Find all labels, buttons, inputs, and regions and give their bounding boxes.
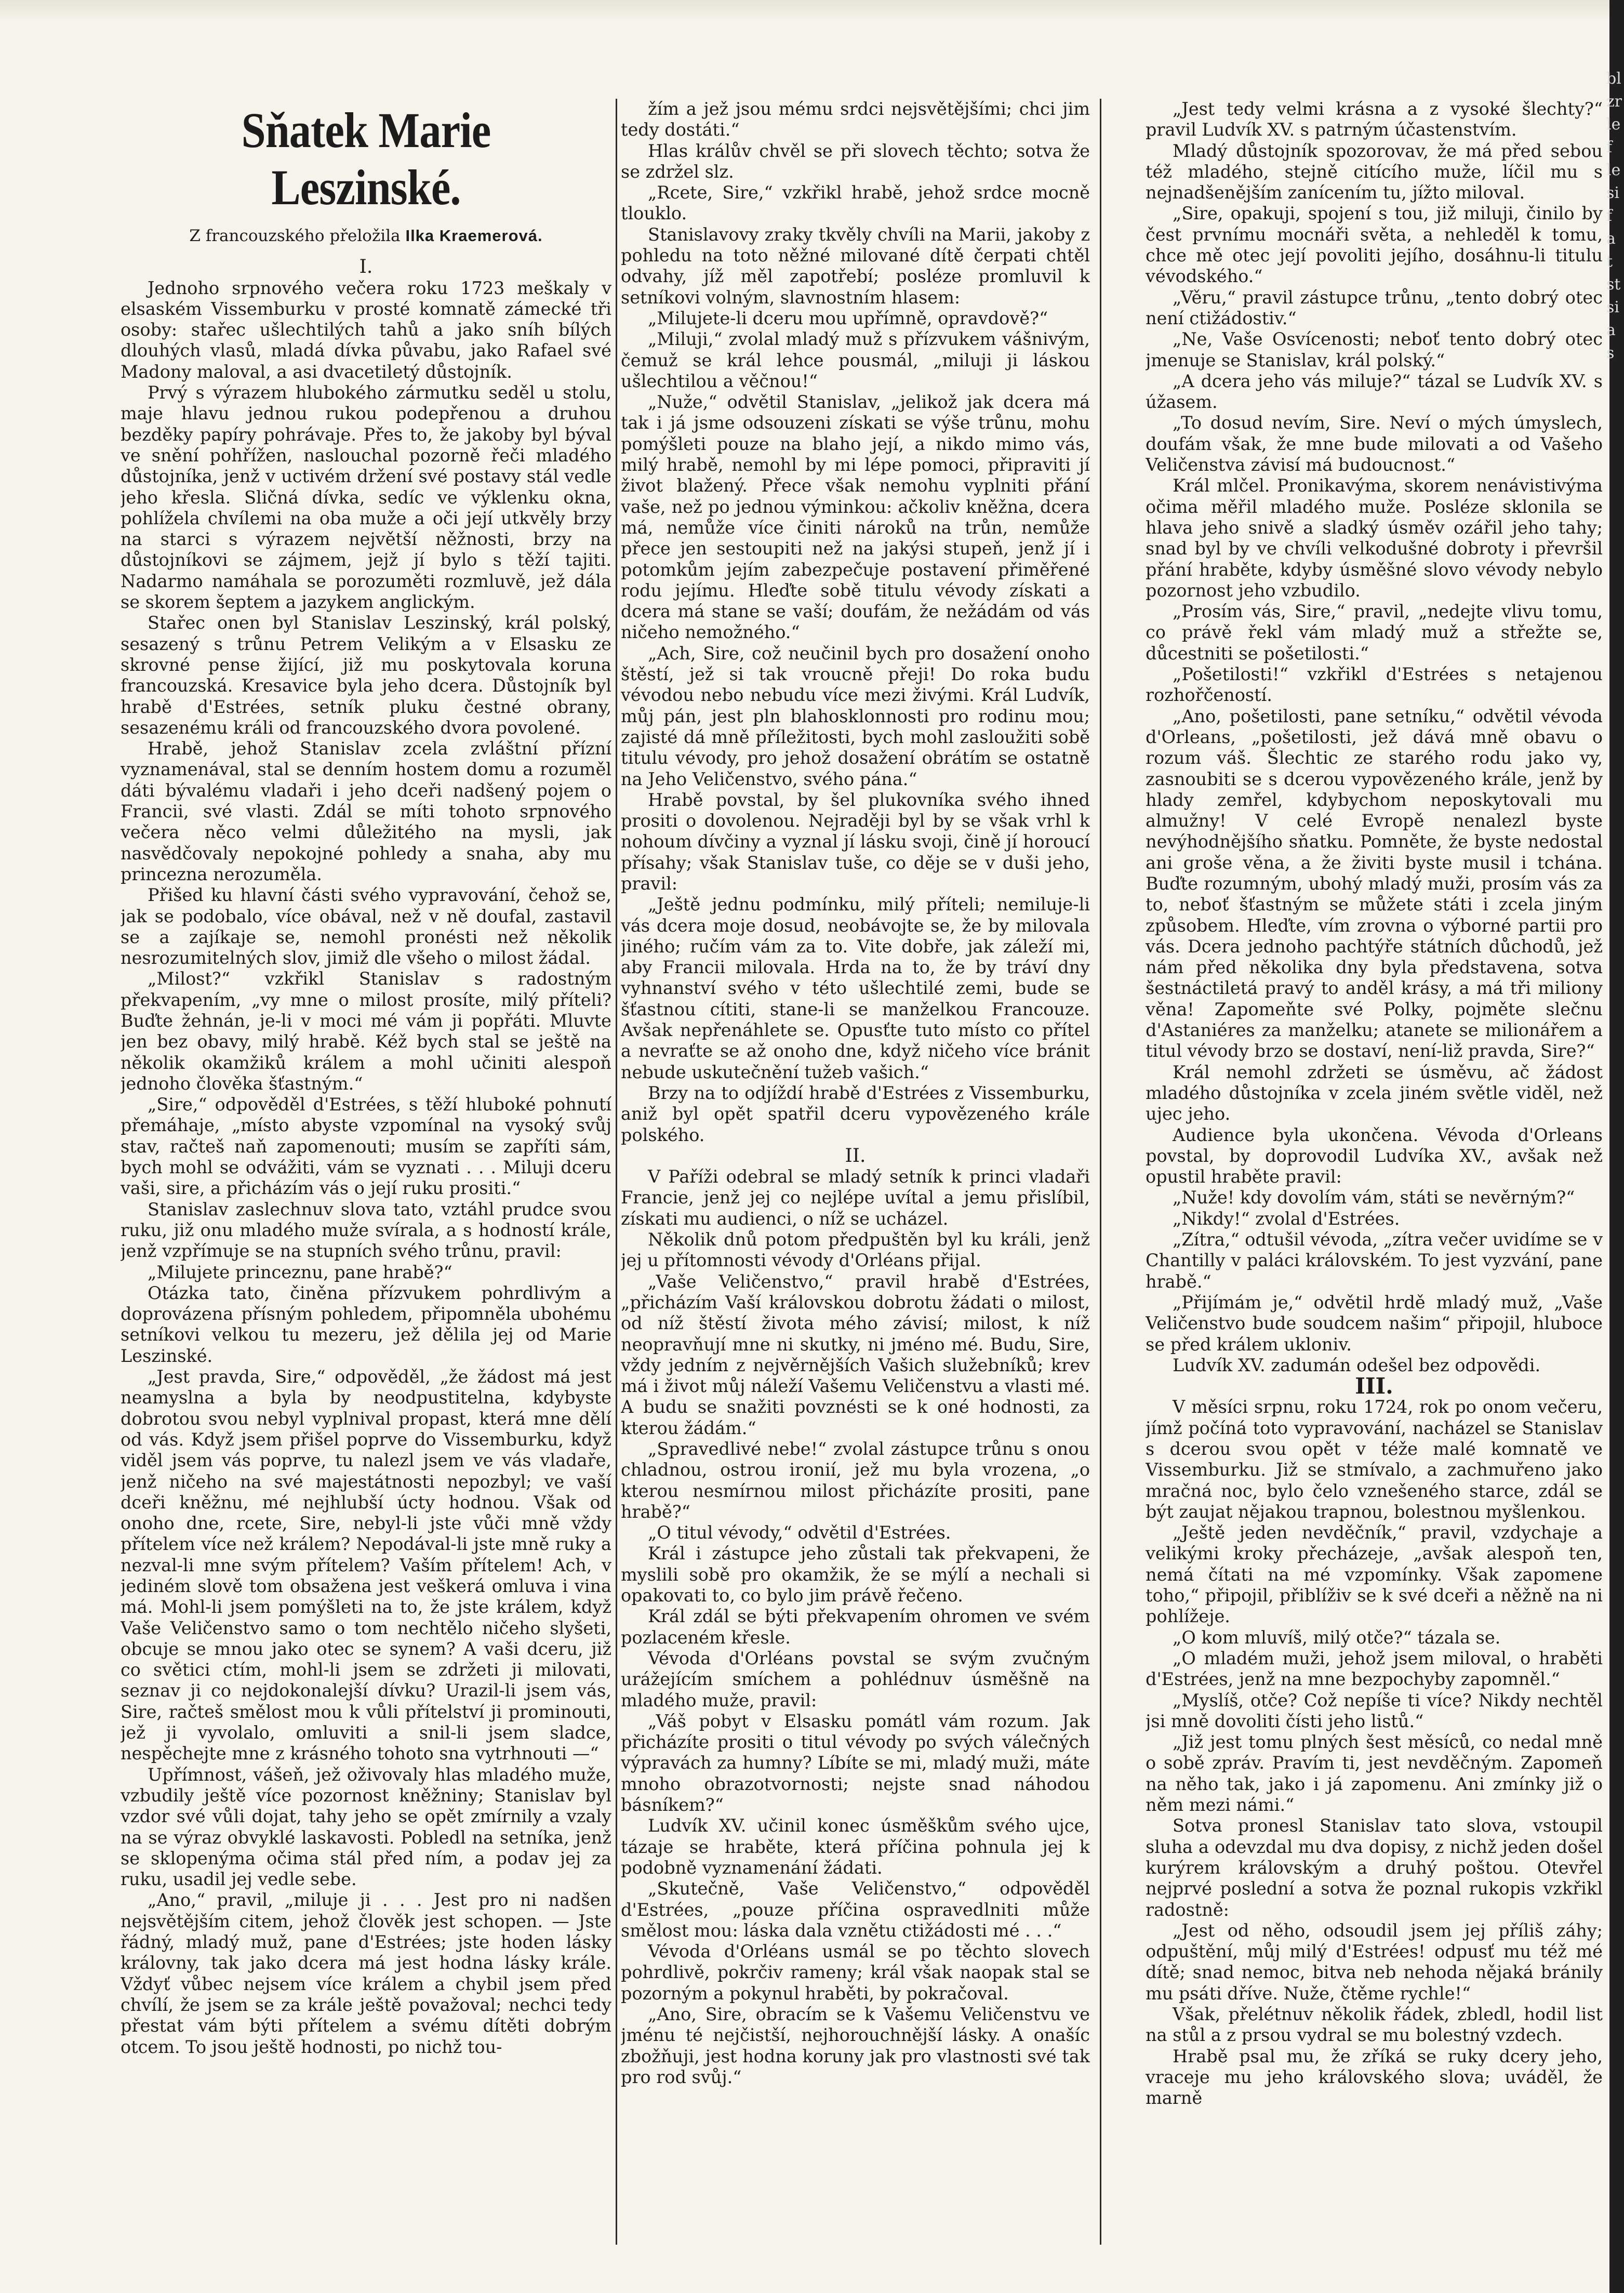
article-title: Sňatek Marie Leszinské. [241, 102, 491, 215]
paragraph: V měsíci srpnu, roku 1724, rok po onom večeru, jímž počíná toto vypravování, nacházel se Stanislav s dcerou svou opět v téže malé komnatě ve Vissemburku. Již se stmívalo, a zachmuřeno jako mračná noc, bylo čelo vznešeného starce, zdál se být zaujat nějakou trapnou, bolestnou myšlenkou. [1146, 1397, 1603, 1522]
column-2 [621, 99, 1090, 2250]
paragraph: Král zdál se býti překvapením ohromen ve svém pozlaceném křesle. [621, 1606, 1090, 1648]
paragraph: „Zítra,“ odtušil vévoda, „zítra večer uvidíme se v Chantilly v paláci královském. To jest vyzvání, pane hrabě.“ [1146, 1229, 1603, 1292]
paragraph: „Ještě jednu podmínku, milý příteli; nemiluje-li vás dcera moje dosud, neobávojte se, že by milovala jiného; ručím vám za to. Vite dobře, jak záleží mi, aby Francii milovala. Hrda na to, že by tráví dny vyhnanství svého v této ušlechtilé zemi, bude se šťastnou cítiti, stane-li se manželkou Francouze. Avšak nepřenáhlete se. Opusťte tuto místo co přítel a nevraťte se až onoho dne, když ničeho více bránit nebude uskutečnění tužeb vašich.“ [621, 894, 1090, 1082]
paragraph: Stařec onen byl Stanislav Leszinský, král polský, sesazený s trůnu Petrem Velikým a v Elsasku ze skrovné pense žijící, již mu poskytovala koruna francouzská. Kresavice byla jeho dcera. Důstojník byl hrabě d'Estrées, setník pluku čestné obrany, sesazenému králi od francouzského dvora povolené. [121, 613, 611, 738]
paragraph: „Ano, Sire, obracím se k Vašemu Veličenstvu ve jménu té nejčistší, nejhorouchnější lásky. A onašíc zbožňuji, jest hodna koruny jak pro vlastnosti své tak pro rod svůj.“ [621, 2004, 1090, 2087]
paragraph: Sotva pronesl Stanislav tato slova, vstoupil sluha a odevzdal mu dva dopisy, z nichž jeden došel kurýrem královským a druhý poštou. Otevřel nejprvé poslední a sotva že poznal rukopis vzkřikl radostně: [1146, 1815, 1603, 1920]
paragraph: Král i zástupce jeho zůstali tak překvapeni, že myslili sobě pro okamžik, že se mýlí a nechali si opakovati to, co bylo jim právě řečeno. [621, 1543, 1090, 1606]
paragraph: Audience byla ukončena. Vévoda d'Orleans povstal, by doprovodil Ludvíka XV., avšak než opustil hraběte pravil: [1146, 1124, 1603, 1187]
paragraph: „Věru,“ pravil zástupce trůnu, „tento dobrý otec není ctižádostiv.“ [1146, 287, 1603, 328]
paragraph: „Přijímám je,“ odvětil hrdě mladý muž, „Vaše Veličenstvo bude soudcem našim“ připojil, hluboce se před králem ukloniv. [1146, 1292, 1603, 1355]
paragraph: „Nuže! kdy dovolím vám, státi se nevěrným?“ [1173, 1187, 1575, 1208]
column-3-paragraphs-b [1146, 1397, 1603, 2109]
section-heading-3: III. [1355, 1373, 1393, 1399]
paragraph: „Nuže,“ odvětil Stanislav, „jelikož jak dcera má tak i já jsme odsouzeni získati se výše trůnu, mohu pomýšleti pouze na blaho její, a nikdo mimo vás, milý hrabě, nemohl by mi lépe pomoci, připraviti jí život blažený. Přece však nemohu vyplniti přání vaše, než po jednou výminkou: ačkoliv kněžna, dcera má, nemůže více činiti nároků na trůn, nemůže přece jen sestoupiti než na jakýsi stupeň, jenž jí i potomkům jejím zabezpečuje postavení přiměřené rodu jejímu. Hleďte sobě titulu vévody získati a dcera má stane se vaší; doufám, že nežádám od vás ničeho nemožného.“ [621, 392, 1090, 643]
paragraph: „Váš pobyt v Elsasku pomátl vám rozum. Jak přicházíte prositi o titul vévody po svých válečných výpravách za humny? Líbíte se mi, mladý muži, máte mnoho obrazotvornosti; nejste snad náhodou básníkem?“ [621, 1711, 1090, 1815]
column-1 [121, 102, 611, 2253]
paragraph: „Milujete princeznu, pane hrabě?“ [148, 1262, 452, 1282]
paragraph: „Ano,“ pravil, „miluje ji . . . Jest pro ni nadšen nejsvětějším citem, jehož člověk jest schopen. — Jste řádný, mladý muž, pane d'Estrées; jste hoden lásky královny, tak jako dcera má jest hodna lásky krále. Vždyť vůbec nejsem více králem a chybil jsem před chvílí, že jsem se za krále ještě považoval; nechci tedy přestat vám býti přítelem a svému dítěti dobrým otcem. To jsou ještě hodnosti, po nichž tou- [121, 1890, 611, 2057]
paragraph: „Ach, Sire, což neučinil bych pro dosažení onoho štěstí, jež si tak vroucně přeji! Do roka budu vévodou nebo nebudu více mezi živými. Král Ludvík, můj pán, jest pln blahosklonnosti pro rodinu mou; zajisté dá mně příležitosti, bych mohl zasloužiti sobě titulu vévody, pro jehož dosažení obrátím se ostatně na Jeho Veličenstvo, svého pána.“ [621, 643, 1090, 789]
section-heading-1: I. [359, 256, 373, 278]
paragraph: Však, přelétnuv několik řádek, zbledl, hodil list na stůl a z prsou vydral se mu bolestný vzdech. [1146, 2004, 1603, 2046]
adjacent-page-fragment: bl zr le f le si f a t st si a s [1606, 70, 1622, 362]
column-3-paragraphs-a [1146, 99, 1603, 1376]
page-top-shadow [0, 0, 1609, 21]
paragraph: Král mlčel. Pronikavýma, skorem nenávistivýma očima měřil mladého muže. Posléze sklonila se hlava jeho snivě a sladký úsměv ozářil jeho tahy; snad byl by ve chvíli velkodušné dobroty i převršil přání hraběte, kdyby úsměšné slovo vévody nebylo pozornost jeho vzbudilo. [1146, 475, 1603, 601]
paragraph: Vévoda d'Orléans povstal se svým zvučným urážejícím smíchem a pohlédnuv úsměšně na mladého muže, pravil: [621, 1648, 1090, 1711]
paragraph: „Ne, Vaše Osvícenosti; neboť tento dobrý otec jmenuje se Stanislav, král polský.“ [1146, 329, 1603, 370]
paragraph: Ludvík XV. učinil konec úsměškům svého ujce, tázaje se hraběte, která příčina pohnula jej k podobně vyznamenání žádati. [621, 1815, 1090, 1878]
paragraph: Brzy na to odjíždí hrabě d'Estrées z Vissemburku, aniž byl opět spatřil dceru vypovězeného krále polského. [621, 1082, 1090, 1145]
paragraph: Hrabě, jehož Stanislav zcela zvláštní přízní vyznamenával, stal se denním hostem domu a rozuměl dáti bývalému vladaři i jeho dceři nadšený pojem o Francii, své vlasti. Zdál se míti tohoto srpnového večera něco velmi důležitého na mysli, jak nasvědčovaly nepokojné pohledy a snaha, aby mu princezna nerozuměla. [121, 738, 611, 884]
paragraph: Stanislavovy zraky tkvěly chvíli na Marii, jakoby z pohledu na toto něžné milované dítě čerpati chtěl odvahy, jíž měl zapotřebí; posléze promluvil k setníkovi volným, slavnostním hlasem: [621, 224, 1090, 308]
column-3 [1146, 99, 1603, 2250]
column-2-paragraphs-b [621, 1167, 1090, 2088]
section-heading-2: II. [845, 1145, 866, 1167]
paragraph: „O mladém muži, jehož jsem miloval, o hraběti d'Estrées, jenž na mne bezpochyby zapomněl.“ [1146, 1648, 1603, 1690]
paragraph: „Jest tedy velmi krásna a z vysoké šlechty?“ pravil Ludvík XV. s patrným účastenstvím. [1146, 99, 1603, 140]
paragraph: „Ještě jeden nevděčník,“ pravil, vzdychaje a velikými kroky přecházeje, „avšak alespoň ten, nemá čítati na mé vzpomínky. Však zapomene toho,“ připojil, přiblíživ se k své dceři a něžně na ni pohlížeje. [1146, 1522, 1603, 1627]
paragraph: „Myslíš, otče? Což nepíše ti více? Nikdy nechtěl jsi mně dovoliti čísti jeho listů.“ [1146, 1690, 1603, 1731]
paragraph: Hlas králův chvěl se při slovech těchto; sotva že se zdržel slz. [621, 140, 1090, 182]
paragraph: „To dosud nevím, Sire. Neví o mých úmyslech, doufám však, že mne bude milovati a od Vašeho Veličenstva závisí má budoucnost.“ [1146, 413, 1603, 475]
paragraph: Mladý důstojník spozorovav, že má před sebou též mladého, stejně citícího muže, líčil mu s nejnadšenějším zanícením tu, jížto miloval. [1146, 140, 1603, 203]
paragraph: „Spravedlivé nebe!“ zvolal zástupce trůnu s onou chladnou, ostrou ironií, jež mu byla vrozena, „o kterou nesmírnou milost přicházíte prositi, pane hrabě?“ [621, 1439, 1090, 1522]
article-byline [121, 226, 611, 246]
paragraph: „Jest pravda, Sire,“ odpověděl, „že žádost má jest neamyslna a byla by neodpustitelna, kdybyste dobrotou svou nebyl vyplnival propast, která mne dělí od vás. Když jsem přišel poprve do Vissemburku, když viděl jsem vás poprve, tu nalezl jsem ve vás vladaře, jenž ničeho na své majestátnosti nepozbyl; ve vaší dceři kněžnu, mé nejhlubší úcty hodnou. Však od onoho dne, rcete, Sire, nebyl-li jste vůči mně vždy přítelem více než králem? Nepodával-li jste mně ruky a nezval-li mne svým přítelem? Vaším přítelem! Ach, v jediném slově tom obsažena jest veškerá omluva i vina má. Mohl-li jsem pomýšleti na to, že jste králem, když Vaše Veličenstvo samo o tom nechtělo ničeho slyšeti, obcuje se mnou jako otec se synem? A vaši dceru, již co světici ctím, mohl-li jsem se zdržeti ji milovati, seznav ji co nejdokonalejší dívku? Urazil-li jsem vás, Sire, račteš smělost mou k vůli přítelství ji prominouti, jež ji vyvolalo, omluviti a snil-li jsem sladce, nespěchejte mne z krásného tohoto sna vytrhnouti —“ [121, 1367, 611, 1764]
paragraph: Několik dnů potom předpuštěn byl ku králi, jenž jej u přítomnosti vévody d'Orléans přijal. [621, 1229, 1090, 1271]
paragraph: Stanislav zaslechnuv slova tato, vztáhl prudce svou ruku, již onu mladého muže svírala, a s hodností krále, jenž vzpřímuje se na stupních svého trůnu, pravil: [121, 1199, 611, 1262]
paragraph: „A dcera jeho vás miluje?“ tázal se Ludvík XV. s úžasem. [1146, 370, 1603, 413]
paragraph: „Rcete, Sire,“ vzkřikl hrabě, jehož srdce mocně tlouklo. [621, 182, 1090, 224]
paragraph: Hrabě psal mu, že zříká se ruky dcery jeho, vraceje mu jeho královského slova; uváděl, že marně [1146, 2046, 1603, 2109]
paragraph: „Milost?“ vzkřikl Stanislav s radostným překvapením, „vy mne o milost prosíte, milý příteli? Buďte žehnán, je-li v moci mé vám ji popřáti. Mluvte jen bez obavy, milý hrabě. Kéž bych stal se ještě na několik okamžiků králem a mohl učiniti alespoň jednoho člověka šťastným.“ [121, 969, 611, 1094]
paragraph: V Paříži odebral se mladý setník k princi vladaři Francie, jenž jej co nejlépe uvítal a jemu přislíbil, získati mu audienci, o níž se ucházel. [621, 1167, 1090, 1229]
paragraph: „O kom mluvíš, milý otče?“ tázala se. [1173, 1627, 1501, 1648]
paragraph: „Vaše Veličenstvo,“ pravil hrabě d'Estrées, „přicházím Vaší královskou dobrotu žádati o milost, od níž štěstí života mého závisí; milost, k níž neopravňují mne ni skutky, ni jméno mé. Budu, Sire, vždy jedním z nejvěrnějších Vašich služebníků; krev má i život můj náleží Vašemu Veličenstvu a vlasti mé. A budu se snažiti povznésti se k oné hodnosti, za kterou žádám.“ [621, 1271, 1090, 1438]
column-2-paragraphs-a [621, 99, 1090, 1146]
paragraph: „Ano, pošetilosti, pane setníku,“ odvětil vévoda d'Orleans, „pošetilosti, jež dává mně obavu o rozum váš. Šlechtic ze starého rodu jako vy, zasnoubiti se s dcerou vypovězeného krále, jenž by hlady zemřel, kdybychom neposkytovali mu almužny! V celé Evropě nenalezl byste nevýhodnějšího sňatku. Pomněte, že byste nedostal ani groše věna, a že živiti byste musil i tchána. Buďte rozumným, ubohý mladý muži, prosím vás za to, neboť šťastným se můžete státi i zcela jiným způsobem. Hleďte, vím zrovna o výborné partii pro vás. Dcera jednoho pachtýře státních důchodů, jež nám před několika dny byla představena, sotva šestnáctiletá pravý to anděl krásy, a má tři miliony věna! Zapomeňte své Polky, pojměte slečnu d'Astaniéres za manželku; atanete se milionářem a titul vévody brzo se dostaví, není-liž pravda, Sire?“ [1146, 706, 1603, 1062]
paragraph: Otázka tato, činěna přízvukem pohrdlivým a doprovázena přísným pohledem, připomněla ubohému setníkovi velkou tu mezeru, jež dělila jej od Marie Leszinské. [121, 1282, 611, 1366]
paragraph: Hrabě povstal, by šel plukovníka svého ihned prositi o dovolenou. Nejraději byl by se však vrhl k nohoum dívčiny a vyznal jí lásku svoji, čině jí horoucí přísahy; však Stanislav tuše, co děje se v duši jeho, pravil: [621, 789, 1090, 894]
byline-prefix: Z francouzského přeložila [189, 227, 401, 245]
paragraph: Vévoda d'Orléans usmál se po těchto slovech pohrdlivě, pokrčiv rameny; král však naopak stal se pozorným a pokynul hraběti, by pokračoval. [621, 1941, 1090, 2004]
paragraph: Přišed ku hlavní části svého vypravování, čehož se, jak se podobalo, více obával, než v ně doufal, zastavil se a zajíkaje se, nemohl pronésti než několik nesrozumitelných slov, jimiž dle všeho o milost žádal. [121, 885, 611, 969]
paragraph: „Sire, opakuji, spojení s tou, již miluji, činilo by čest prvnímu mocnáři světa, a nehleděl k tomu, chce mě otec její povoliti jejího, dosáhnu-li titulu vévodského.“ [1146, 203, 1603, 287]
paragraph: žím a jež jsou mému srdci nejsvětějšími; chci jim tedy dostáti.“ [621, 99, 1090, 140]
paragraph: „Skutečně, Vaše Veličenstvo,“ odpověděl d'Estrées, „pouze příčina ospravedlniti může smělost mou: láska dala vznětu ctižádosti mé . . .“ [621, 1878, 1090, 1941]
paragraph: „Sire,“ odpověděl d'Estrées, s těží hluboké pohnutí přemáhaje, „místo abyste vzpomínal na vysoký svůj stav, račteš naň zapomenouti; musím se zapříti sám, bych mohl se odvážiti, vám se vyznati . . . Miluji dceru vaši, sire, a přicházím vás o její ruku prositi.“ [121, 1094, 611, 1199]
paragraph: Jednoho srpnového večera roku 1723 meškaly v elsaském Vissemburku v prosté komnatě zámecké tři osoby: stařec ušlechtilých tahů a jako sníh bílých dlouhých vlasů, mladá dívka půvabu, jako Rafael své Madony maloval, a asi dvacetiletý důstojník. [121, 277, 611, 382]
paragraph: „Pošetilosti!“ vzkřikl d'Estrées s netajenou rozhořčeností. [1146, 664, 1603, 706]
paragraph: „Jest od něho, odsoudil jsem jej příliš záhy; odpuštění, můj milý d'Estrées! odpusť mu též mé dítě; snad nemoc, bitva neb nehoda nějaká bránily mu psáti dříve. Nuže, čtěme rychle!“ [1146, 1920, 1603, 2004]
byline-translator: Ilka Kraemerová. [405, 227, 543, 245]
paragraph: „Milujete-li dceru mou upřímně, opravdově?“ [648, 308, 1048, 328]
paragraph: „Prosím vás, Sire,“ pravil, „nedejte vlivu tomu, co právě řekl vám mladý muž a střežte se, důcestniti se pošetilosti.“ [1146, 601, 1603, 664]
column-rule-2 [1100, 99, 1101, 2245]
paragraph: Ludvík XV. zadumán odešel bez odpovědi. [1173, 1355, 1541, 1375]
paragraph: Prvý s výrazem hlubokého zármutku seděl u stolu, maje hlavu jednou rukou podepřenou a druhou bezděky papíry pohrávaje. Přes to, že jakoby byl býval ve snění pohřížen, naslouchal pozorně řeči mladého důstojníka, jenž v uctivém držení své postavy stál vedle jeho křesla. Sličná dívka, sedíc ve výklenku okna, pohlížela chvílemi na oba muže a oči její utkvěly brzy na starci s výrazem největší něžnosti, brzy na důstojníkovi se zájmem, jejž jí bylo s těží tajiti. Nadarmo namáhala se porozuměti rozmluvě, jež dála se skorem šeptem a jazykem anglickým. [121, 382, 611, 613]
column-rule-1 [616, 99, 617, 2245]
paragraph: „Nikdy!“ zvolal d'Estrées. [1173, 1208, 1400, 1229]
paragraph: Upřímnost, vášeň, jež oživovaly hlas mladého muže, vzbudily ještě více pozornost kněžniny; Stanislav byl vzdor své vůli dojat, tahy jeho se opět zmírnily a vzaly na se výraz obvyklé laskavosti. Pobledl na setníka, jenž se sklopenýma očima stál před ním, a podav jej za ruku, usadil jej vedle sebe. [121, 1764, 611, 1890]
column-1-paragraphs [121, 278, 611, 2058]
paragraph: „Miluji,“ zvolal mladý muž s přízvukem vášnivým, čemuž se král lehce pousmál, „miluji ji láskou ušlechtilou a věčnou!“ [621, 329, 1090, 391]
paragraph: „Již jest tomu plných šest měsíců, co nedal mně o sobě zpráv. Pravím ti, jest nevděčným. Zapomeň na něho tak, jako i já zapomenu. Ani zmínky již o něm mezi námi.“ [1146, 1732, 1603, 1815]
paragraph: Král nemohl zdržeti se úsměvu, ač žádost mladého důstojníka v zcela jiném světle viděl, než ujec jeho. [1146, 1062, 1603, 1124]
paragraph: „O titul vévody,“ odvětil d'Estrées. [648, 1522, 951, 1543]
